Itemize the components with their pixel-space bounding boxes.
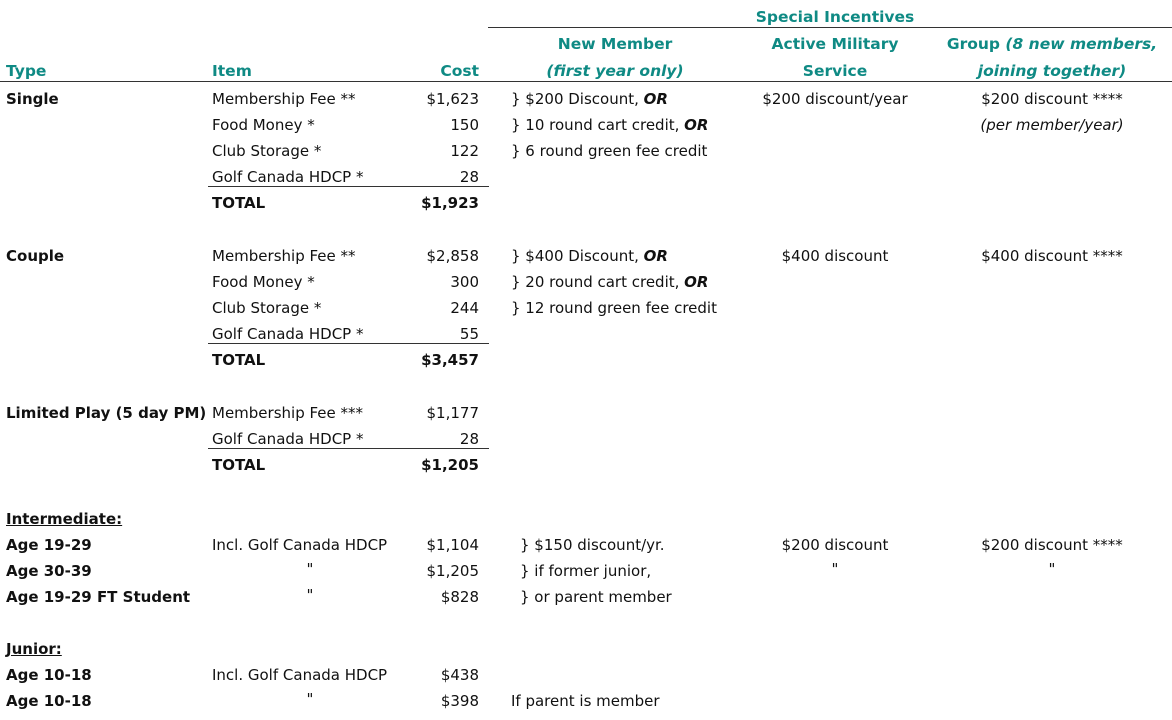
limited-cost-2: 28 xyxy=(459,430,479,448)
limited-total-rule xyxy=(208,448,489,449)
couple-new-member-3: } 12 round green fee credit xyxy=(511,299,717,317)
couple-group: $400 discount **** xyxy=(981,247,1123,265)
limited-item-2: Golf Canada HDCP * xyxy=(212,430,364,448)
type-limited-play: Limited Play (5 day PM) xyxy=(6,404,207,422)
limited-item-1: Membership Fee *** xyxy=(212,404,364,422)
limited-cost-1: $1,177 xyxy=(426,404,479,422)
single-new-member-2: } 10 round cart credit, OR xyxy=(511,116,709,134)
junior-cost-1: $438 xyxy=(440,666,479,684)
single-cost-1: $1,623 xyxy=(426,90,479,108)
single-cost-3: 122 xyxy=(450,142,479,160)
group-subheading: joining together) xyxy=(977,62,1127,80)
intermediate-military-2: " xyxy=(831,560,839,578)
intermediate-new-member-3: } or parent member xyxy=(520,588,672,606)
intermediate-type-3: Age 19-29 FT Student xyxy=(6,588,191,606)
couple-total-label: TOTAL xyxy=(212,351,266,369)
single-cost-2: 150 xyxy=(450,116,479,134)
single-item-1: Membership Fee ** xyxy=(212,90,356,108)
single-item-3: Club Storage * xyxy=(212,142,322,160)
junior-cost-2: $398 xyxy=(440,692,479,710)
intermediate-new-member-2: } if former junior, xyxy=(520,562,652,580)
special-incentives-heading: Special Incentives xyxy=(755,8,915,26)
single-military: $200 discount/year xyxy=(762,90,908,108)
intermediate-item-1: Incl. Golf Canada HDCP xyxy=(212,536,388,554)
couple-cost-2: 300 xyxy=(450,273,479,291)
group-heading xyxy=(932,35,1172,53)
new-member-subheading: (first year only) xyxy=(546,62,684,80)
type-couple: Couple xyxy=(6,247,65,265)
intermediate-cost-3: $828 xyxy=(440,588,479,606)
couple-item-2: Food Money * xyxy=(212,273,315,291)
junior-type-2: Age 10-18 xyxy=(6,692,92,710)
intermediate-heading: Intermediate: xyxy=(6,510,123,528)
couple-cost-4: 55 xyxy=(459,325,479,343)
single-item-2: Food Money * xyxy=(212,116,315,134)
couple-cost-3: 244 xyxy=(450,299,479,317)
header-divider xyxy=(488,27,1172,28)
junior-heading: Junior: xyxy=(6,640,62,658)
intermediate-type-2: Age 30-39 xyxy=(6,562,92,580)
single-new-member-1: } $200 Discount, OR xyxy=(511,90,668,108)
cost-column-header: Cost xyxy=(440,62,479,80)
type-single: Single xyxy=(6,90,59,108)
header-bottom-rule xyxy=(0,81,1172,82)
intermediate-cost-1: $1,104 xyxy=(426,536,479,554)
couple-total-rule xyxy=(208,343,489,344)
junior-new-member-2: If parent is member xyxy=(511,692,660,710)
military-heading: Active Military xyxy=(771,35,899,53)
group-heading-label: Group xyxy=(946,35,1001,53)
single-item-4: Golf Canada HDCP * xyxy=(212,168,364,186)
junior-item-2: " xyxy=(306,690,314,708)
couple-item-3: Club Storage * xyxy=(212,299,322,317)
single-new-member-3: } 6 round green fee credit xyxy=(511,142,708,160)
single-total-label: TOTAL xyxy=(212,194,266,212)
intermediate-group-1: $200 discount **** xyxy=(981,536,1123,554)
intermediate-item-2: " xyxy=(306,560,314,578)
junior-type-1: Age 10-18 xyxy=(6,666,92,684)
couple-cost-1: $2,858 xyxy=(426,247,479,265)
military-subheading: Service xyxy=(802,62,868,80)
intermediate-cost-2: $1,205 xyxy=(426,562,479,580)
couple-item-4: Golf Canada HDCP * xyxy=(212,325,364,343)
single-total-rule xyxy=(208,186,489,187)
limited-total: $1,205 xyxy=(421,456,479,474)
single-group-note: (per member/year) xyxy=(980,116,1124,134)
couple-military: $400 discount xyxy=(781,247,889,265)
intermediate-group-2: " xyxy=(1048,560,1056,578)
intermediate-item-3: " xyxy=(306,586,314,604)
single-cost-4: 28 xyxy=(459,168,479,186)
intermediate-military-1: $200 discount xyxy=(781,536,889,554)
type-column-header: Type xyxy=(6,62,47,80)
group-heading-note: (8 new members, xyxy=(1005,35,1158,53)
single-total: $1,923 xyxy=(421,194,479,212)
intermediate-new-member-1: } $150 discount/yr. xyxy=(520,536,665,554)
single-group: $200 discount **** xyxy=(981,90,1123,108)
junior-item-1: Incl. Golf Canada HDCP xyxy=(212,666,388,684)
intermediate-type-1: Age 19-29 xyxy=(6,536,92,554)
limited-total-label: TOTAL xyxy=(212,456,266,474)
couple-item-1: Membership Fee ** xyxy=(212,247,356,265)
new-member-heading: New Member xyxy=(557,35,673,53)
couple-new-member-1: } $400 Discount, OR xyxy=(511,247,668,265)
couple-new-member-2: } 20 round cart credit, OR xyxy=(511,273,709,291)
couple-total: $3,457 xyxy=(421,351,479,369)
item-column-header: Item xyxy=(212,62,252,80)
